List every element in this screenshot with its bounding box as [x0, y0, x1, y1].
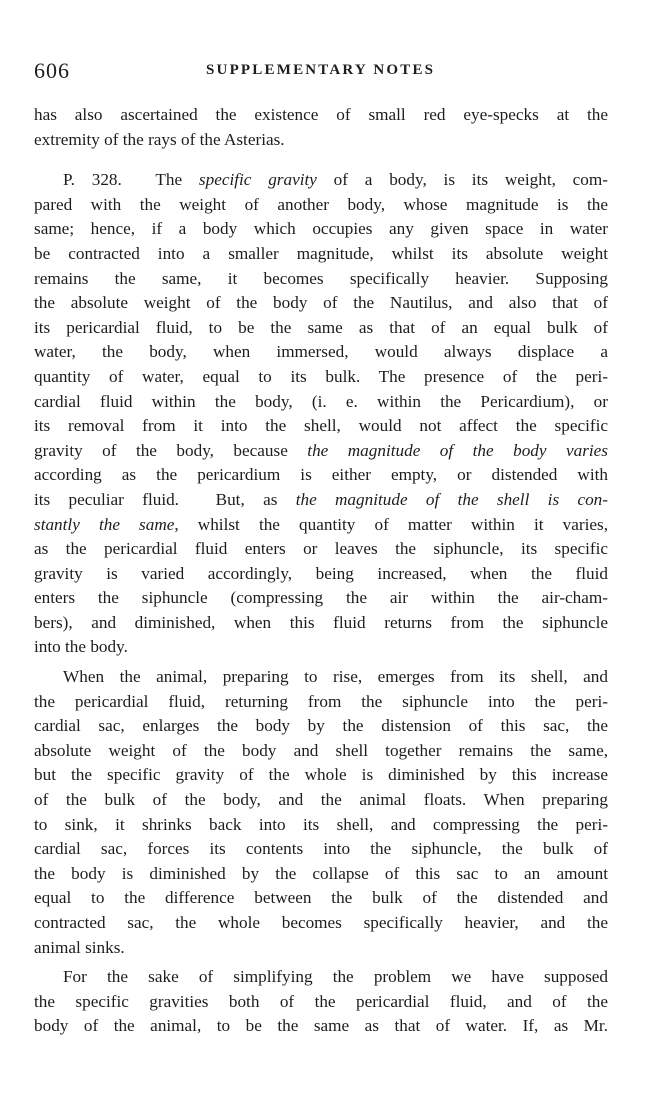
text-line: as the pericardial fluid enters or leaves the siphuncle, its specific	[34, 539, 608, 559]
text-line: contracted sac, the whole becomes specifically heavier, and the	[34, 913, 608, 932]
text-line: the body is diminished by the collapse of this sac to an amount	[34, 863, 608, 883]
text-line: When the animal, preparing to rise, emerges from its shell, and	[63, 667, 608, 687]
note-reference: P. 328.	[63, 170, 122, 190]
text-line: but the specific gravity of the whole is diminished by this increase	[34, 765, 608, 785]
text-line: bers), and diminished, when this fluid returns from the siphuncle	[34, 612, 608, 632]
text-line: has also ascertained the existence of small red eye-specks at the	[34, 105, 608, 124]
text-line: P. 328. The specific gravity of a body, is its weight, com-	[63, 170, 608, 190]
text-line: remains the same, it becomes specifically heavier. Supposing	[34, 268, 608, 288]
text-line: body of the animal, to be the same as that of water. If, as Mr.	[34, 1016, 608, 1036]
text-line: its pericardial fluid, to be the same as that of an equal bulk of	[34, 317, 608, 337]
text-line: cardial sac, forces its contents into the siphuncle, the bulk of	[34, 839, 608, 859]
text-line: into the body.	[34, 637, 128, 657]
text-line: enters the siphuncle (compressing the air within the air-cham-	[34, 588, 608, 608]
text-line: pared with the weight of another body, whose magnitude is the	[34, 194, 608, 214]
paragraph-2	[34, 168, 608, 660]
text-line: same; hence, if a body which occupies any given space in water	[34, 219, 608, 239]
text-line: For the sake of simplifying the problem we have supposed	[63, 967, 608, 987]
text-line: the specific gravities both of the pericardial fluid, and of the	[34, 991, 608, 1011]
text-line: gravity of the body, because the magnitude of the body varies	[34, 440, 608, 460]
running-head: SUPPLEMENTARY NOTES	[206, 62, 436, 78]
text-line: of the bulk of the body, and the animal floats. When preparing	[34, 790, 608, 810]
text-line: absolute weight of the body and shell together remains the same,	[34, 740, 608, 760]
text-line: water, the body, when immersed, would always displace a	[34, 342, 608, 362]
italic-phrase: specific gravity	[198, 170, 317, 190]
italic-phrase: the magnitude of the shell is con-	[295, 489, 608, 509]
text-line: the absolute weight of the body of the Nautilus, and also that of	[34, 293, 608, 313]
paragraph-3	[34, 665, 608, 960]
text-line: its peculiar fluid. But, as the magnitude of the shell is con-	[34, 489, 608, 509]
text-line: be contracted into a smaller magnitude, whilst its absolute weight	[34, 243, 608, 263]
text-line: gravity is varied accordingly, being increased, when the fluid	[34, 563, 608, 583]
text-line: cardial sac, enlarges the body by the distension of this sac, the	[34, 716, 608, 736]
text-line: extremity of the rays of the Asterias.	[34, 129, 285, 149]
page-number: 606	[34, 58, 70, 83]
text-line: its removal from it into the shell, would not affect the specific	[34, 416, 608, 436]
page-header	[34, 58, 624, 86]
text-line: according as the pericardium is either empty, or distended with	[34, 465, 608, 485]
text-line: equal to the difference between the bulk of the distended and	[34, 888, 608, 908]
paragraph-1	[34, 103, 608, 152]
text-line: to sink, it shrinks back into its shell, and compressing the peri-	[34, 814, 608, 834]
body-text	[34, 103, 608, 1039]
italic-phrase: stantly the same	[34, 514, 175, 534]
text-line: quantity of water, equal to its bulk. The presence of the peri-	[34, 366, 608, 386]
text-line: cardial fluid within the body, (i. e. within the Pericardium), or	[34, 391, 608, 411]
text-line: the pericardial fluid, returning from the siphuncle into the peri-	[34, 691, 608, 711]
text-line: stantly the same, whilst the quantity of matter within it varies,	[34, 514, 608, 534]
paragraph-4	[34, 965, 608, 1039]
text-line: animal sinks.	[34, 937, 125, 957]
italic-phrase: the magnitude of the body varies	[307, 440, 608, 460]
